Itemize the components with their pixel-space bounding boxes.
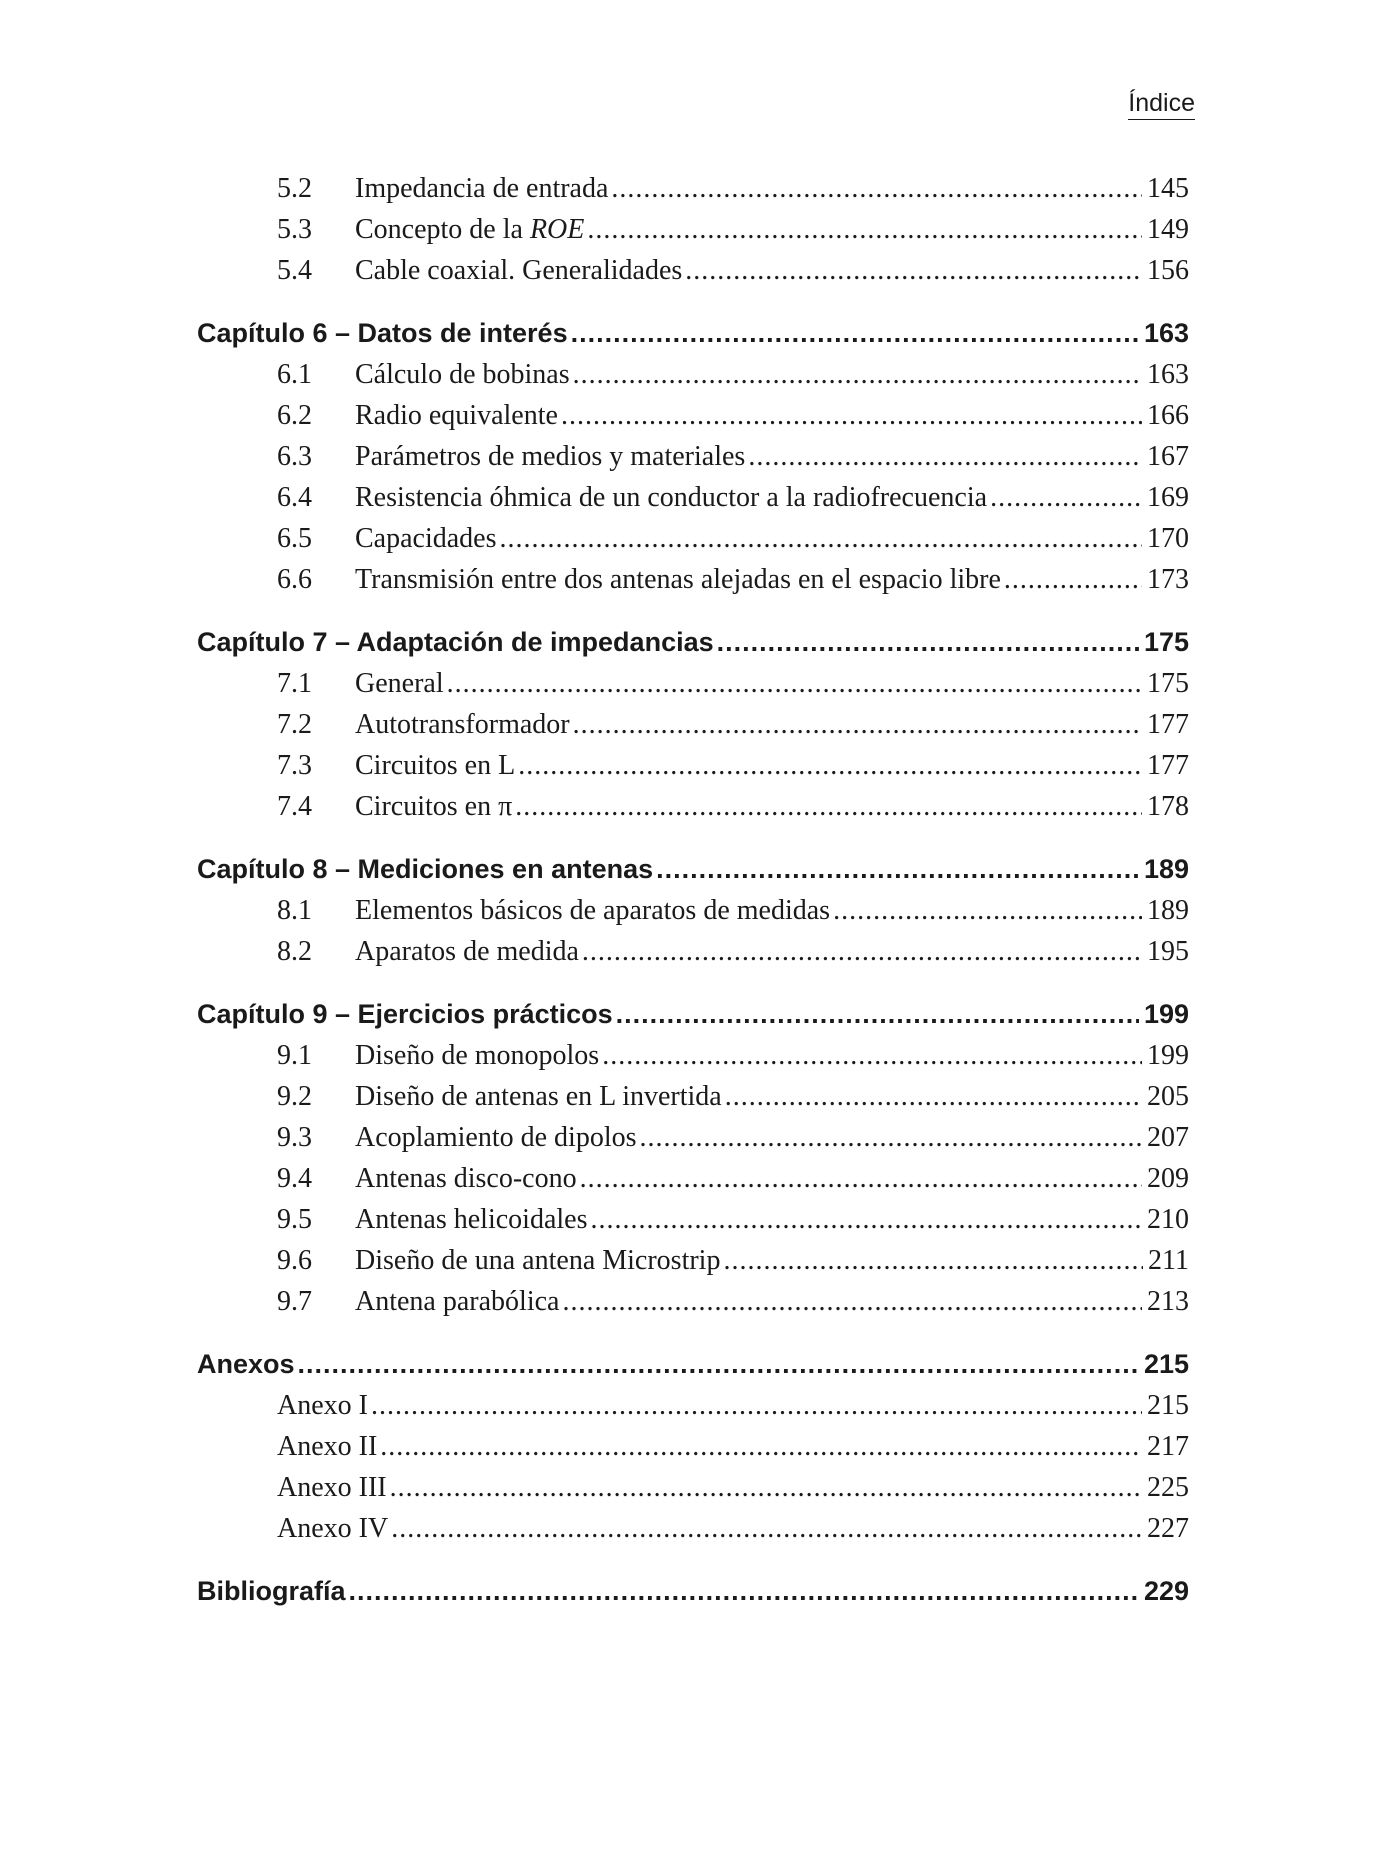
dot-leader bbox=[380, 1426, 1142, 1467]
section-title: Circuitos en L bbox=[355, 750, 516, 781]
section-number: 9.2 bbox=[277, 1081, 312, 1112]
section-title: Circuitos en π bbox=[355, 791, 513, 822]
section-entry[interactable] bbox=[197, 518, 1189, 559]
section-number: 7.1 bbox=[277, 668, 312, 699]
section-number: 8.1 bbox=[277, 895, 312, 926]
section-entry[interactable] bbox=[197, 1426, 1189, 1467]
chapter-entry[interactable] bbox=[197, 312, 1189, 354]
section-entry[interactable] bbox=[197, 1076, 1189, 1117]
section-entry[interactable] bbox=[197, 890, 1189, 931]
section-number: 6.6 bbox=[277, 564, 312, 595]
section-number: 6.3 bbox=[277, 441, 312, 472]
section-entry[interactable] bbox=[197, 663, 1189, 704]
section-title: Acoplamiento de dipolos bbox=[355, 1122, 637, 1153]
chapter-title: Capítulo 6 – Datos de interés bbox=[197, 318, 568, 348]
section-page-number: 169 bbox=[1147, 482, 1189, 513]
section-entry[interactable] bbox=[197, 209, 1189, 250]
chapter-title: Capítulo 8 – Mediciones en antenas bbox=[197, 854, 654, 884]
section-number: 7.4 bbox=[277, 791, 312, 822]
section-page-number: 195 bbox=[1147, 936, 1189, 967]
section-title: Anexo I bbox=[277, 1390, 368, 1421]
section-entry[interactable] bbox=[197, 1385, 1189, 1426]
section-title: General bbox=[355, 668, 444, 699]
section-entry[interactable] bbox=[197, 1240, 1189, 1281]
dot-leader bbox=[500, 518, 1143, 559]
section-number: 9.5 bbox=[277, 1204, 312, 1235]
section-page-number: 170 bbox=[1147, 523, 1189, 554]
section-page-number: 209 bbox=[1147, 1163, 1189, 1194]
section-entry[interactable] bbox=[197, 931, 1189, 972]
section-number: 7.3 bbox=[277, 750, 312, 781]
dot-leader bbox=[349, 1570, 1139, 1612]
dot-leader bbox=[990, 477, 1142, 518]
section-title: Capacidades bbox=[355, 523, 497, 554]
dot-leader bbox=[616, 993, 1139, 1035]
section-page-number: 173 bbox=[1147, 564, 1189, 595]
section-entry[interactable] bbox=[197, 1467, 1189, 1508]
section-title: Anexo II bbox=[277, 1431, 378, 1462]
chapter-page-number: 215 bbox=[1143, 1349, 1189, 1379]
toc-block bbox=[197, 168, 1189, 291]
chapter-entry[interactable] bbox=[197, 1570, 1189, 1612]
dot-leader bbox=[590, 1199, 1142, 1240]
section-number: 5.2 bbox=[277, 173, 312, 204]
section-title: Diseño de monopolos bbox=[355, 1040, 600, 1071]
section-title: Elementos básicos de aparatos de medidas bbox=[355, 895, 831, 926]
dot-leader bbox=[580, 1158, 1142, 1199]
section-entry[interactable] bbox=[197, 436, 1189, 477]
dot-leader bbox=[515, 786, 1142, 827]
section-entry[interactable] bbox=[197, 395, 1189, 436]
section-page-number: 156 bbox=[1147, 255, 1189, 286]
dot-leader bbox=[371, 1385, 1142, 1426]
chapter-title: Capítulo 9 – Ejercicios prácticos bbox=[197, 999, 613, 1029]
section-entry[interactable] bbox=[197, 1158, 1189, 1199]
section-page-number: 177 bbox=[1147, 750, 1189, 781]
section-title: Transmisión entre dos antenas alejadas en el espacio libre bbox=[355, 564, 1001, 595]
section-number: 9.4 bbox=[277, 1163, 312, 1194]
section-entry[interactable] bbox=[197, 1281, 1189, 1322]
toc-block bbox=[197, 1570, 1189, 1612]
section-number: 8.2 bbox=[277, 936, 312, 967]
chapter-page-number: 163 bbox=[1143, 318, 1189, 348]
chapter-page-number: 175 bbox=[1143, 627, 1189, 657]
section-number: 9.7 bbox=[277, 1286, 312, 1317]
dot-leader bbox=[571, 312, 1139, 354]
section-number: 6.1 bbox=[277, 359, 312, 390]
section-page-number: 166 bbox=[1147, 400, 1189, 431]
dot-leader bbox=[725, 1076, 1142, 1117]
section-title: Antenas disco-cono bbox=[355, 1163, 577, 1194]
dot-leader bbox=[833, 890, 1142, 931]
dot-leader bbox=[1004, 559, 1142, 600]
dot-leader bbox=[611, 168, 1142, 209]
section-number: 9.1 bbox=[277, 1040, 312, 1071]
section-number: 5.3 bbox=[277, 214, 312, 245]
toc-block bbox=[197, 621, 1189, 827]
section-page-number: 211 bbox=[1148, 1245, 1189, 1276]
section-number: 9.3 bbox=[277, 1122, 312, 1153]
chapter-page-number: 189 bbox=[1143, 854, 1189, 884]
chapter-title: Anexos bbox=[197, 1349, 295, 1379]
section-title: Antena parabólica bbox=[355, 1286, 560, 1317]
dot-leader bbox=[685, 250, 1142, 291]
chapter-entry[interactable] bbox=[197, 993, 1189, 1035]
dot-leader bbox=[573, 704, 1142, 745]
section-entry[interactable] bbox=[197, 786, 1189, 827]
section-title: Parámetros de medios y materiales bbox=[355, 441, 746, 472]
section-title: Anexo IV bbox=[277, 1513, 389, 1544]
section-title: Anexo III bbox=[277, 1472, 387, 1503]
section-entry[interactable] bbox=[197, 745, 1189, 786]
section-page-number: 217 bbox=[1147, 1431, 1189, 1462]
dot-leader bbox=[748, 436, 1142, 477]
section-number: 6.2 bbox=[277, 400, 312, 431]
section-entry[interactable] bbox=[197, 477, 1189, 518]
toc-block bbox=[197, 993, 1189, 1322]
section-page-number: 207 bbox=[1147, 1122, 1189, 1153]
section-page-number: 177 bbox=[1147, 709, 1189, 740]
section-number: 7.2 bbox=[277, 709, 312, 740]
dot-leader bbox=[391, 1508, 1142, 1549]
section-page-number: 225 bbox=[1147, 1472, 1189, 1503]
section-page-number: 227 bbox=[1147, 1513, 1189, 1544]
dot-leader bbox=[518, 745, 1142, 786]
chapter-page-number: 199 bbox=[1143, 999, 1189, 1029]
section-title: Autotransformador bbox=[355, 709, 570, 740]
dot-leader bbox=[717, 621, 1139, 663]
chapter-title: Bibliografía bbox=[197, 1576, 346, 1606]
section-title: Cable coaxial. Generalidades bbox=[355, 255, 683, 286]
section-page-number: 210 bbox=[1147, 1204, 1189, 1235]
section-entry[interactable] bbox=[197, 168, 1189, 209]
section-number: 6.5 bbox=[277, 523, 312, 554]
section-number: 6.4 bbox=[277, 482, 312, 513]
toc-block bbox=[197, 848, 1189, 972]
toc-block bbox=[197, 1343, 1189, 1549]
dot-leader bbox=[640, 1117, 1142, 1158]
chapter-page-number: 229 bbox=[1143, 1576, 1189, 1606]
running-header: Índice bbox=[1128, 88, 1195, 120]
dot-leader bbox=[656, 848, 1139, 890]
section-title: Aparatos de medida bbox=[355, 936, 579, 967]
dot-leader bbox=[390, 1467, 1142, 1508]
section-entry[interactable] bbox=[197, 354, 1189, 395]
section-page-number: 215 bbox=[1147, 1390, 1189, 1421]
chapter-entry[interactable] bbox=[197, 1343, 1189, 1385]
section-title: Resistencia óhmica de un conductor a la radiofrecuencia bbox=[355, 482, 988, 513]
section-title: Cálculo de bobinas bbox=[355, 359, 570, 390]
section-page-number: 167 bbox=[1147, 441, 1189, 472]
section-page-number: 145 bbox=[1147, 173, 1189, 204]
dot-leader bbox=[561, 395, 1142, 436]
section-entry[interactable] bbox=[197, 704, 1189, 745]
section-title: Radio equivalente bbox=[355, 400, 558, 431]
section-entry[interactable] bbox=[197, 1117, 1189, 1158]
section-page-number: 163 bbox=[1147, 359, 1189, 390]
dot-leader bbox=[723, 1240, 1143, 1281]
section-number: 5.4 bbox=[277, 255, 312, 286]
section-page-number: 213 bbox=[1147, 1286, 1189, 1317]
dot-leader bbox=[582, 931, 1142, 972]
section-entry[interactable] bbox=[197, 1035, 1189, 1076]
section-entry[interactable] bbox=[197, 250, 1189, 291]
section-page-number: 178 bbox=[1147, 791, 1189, 822]
section-title: Concepto de la ROE bbox=[355, 214, 585, 245]
chapter-entry[interactable] bbox=[197, 848, 1189, 890]
toc-block bbox=[197, 312, 1189, 600]
section-page-number: 189 bbox=[1147, 895, 1189, 926]
dot-leader bbox=[447, 663, 1142, 704]
dot-leader bbox=[602, 1035, 1142, 1076]
section-title: Impedancia de entrada bbox=[355, 173, 609, 204]
section-entry[interactable] bbox=[197, 1199, 1189, 1240]
section-page-number: 205 bbox=[1147, 1081, 1189, 1112]
section-page-number: 175 bbox=[1147, 668, 1189, 699]
dot-leader bbox=[573, 354, 1142, 395]
dot-leader bbox=[562, 1281, 1142, 1322]
section-title: Diseño de antenas en L invertida bbox=[355, 1081, 722, 1112]
chapter-entry[interactable] bbox=[197, 621, 1189, 663]
section-title: Antenas helicoidales bbox=[355, 1204, 588, 1235]
section-page-number: 199 bbox=[1147, 1040, 1189, 1071]
section-entry[interactable] bbox=[197, 559, 1189, 600]
section-title: Diseño de una antena Microstrip bbox=[355, 1245, 721, 1276]
section-page-number: 149 bbox=[1147, 214, 1189, 245]
table-of-contents bbox=[197, 168, 1189, 1633]
dot-leader bbox=[298, 1343, 1139, 1385]
section-number: 9.6 bbox=[277, 1245, 312, 1276]
chapter-title: Capítulo 7 – Adaptación de impedancias bbox=[197, 627, 714, 657]
section-entry[interactable] bbox=[197, 1508, 1189, 1549]
dot-leader bbox=[587, 209, 1142, 250]
